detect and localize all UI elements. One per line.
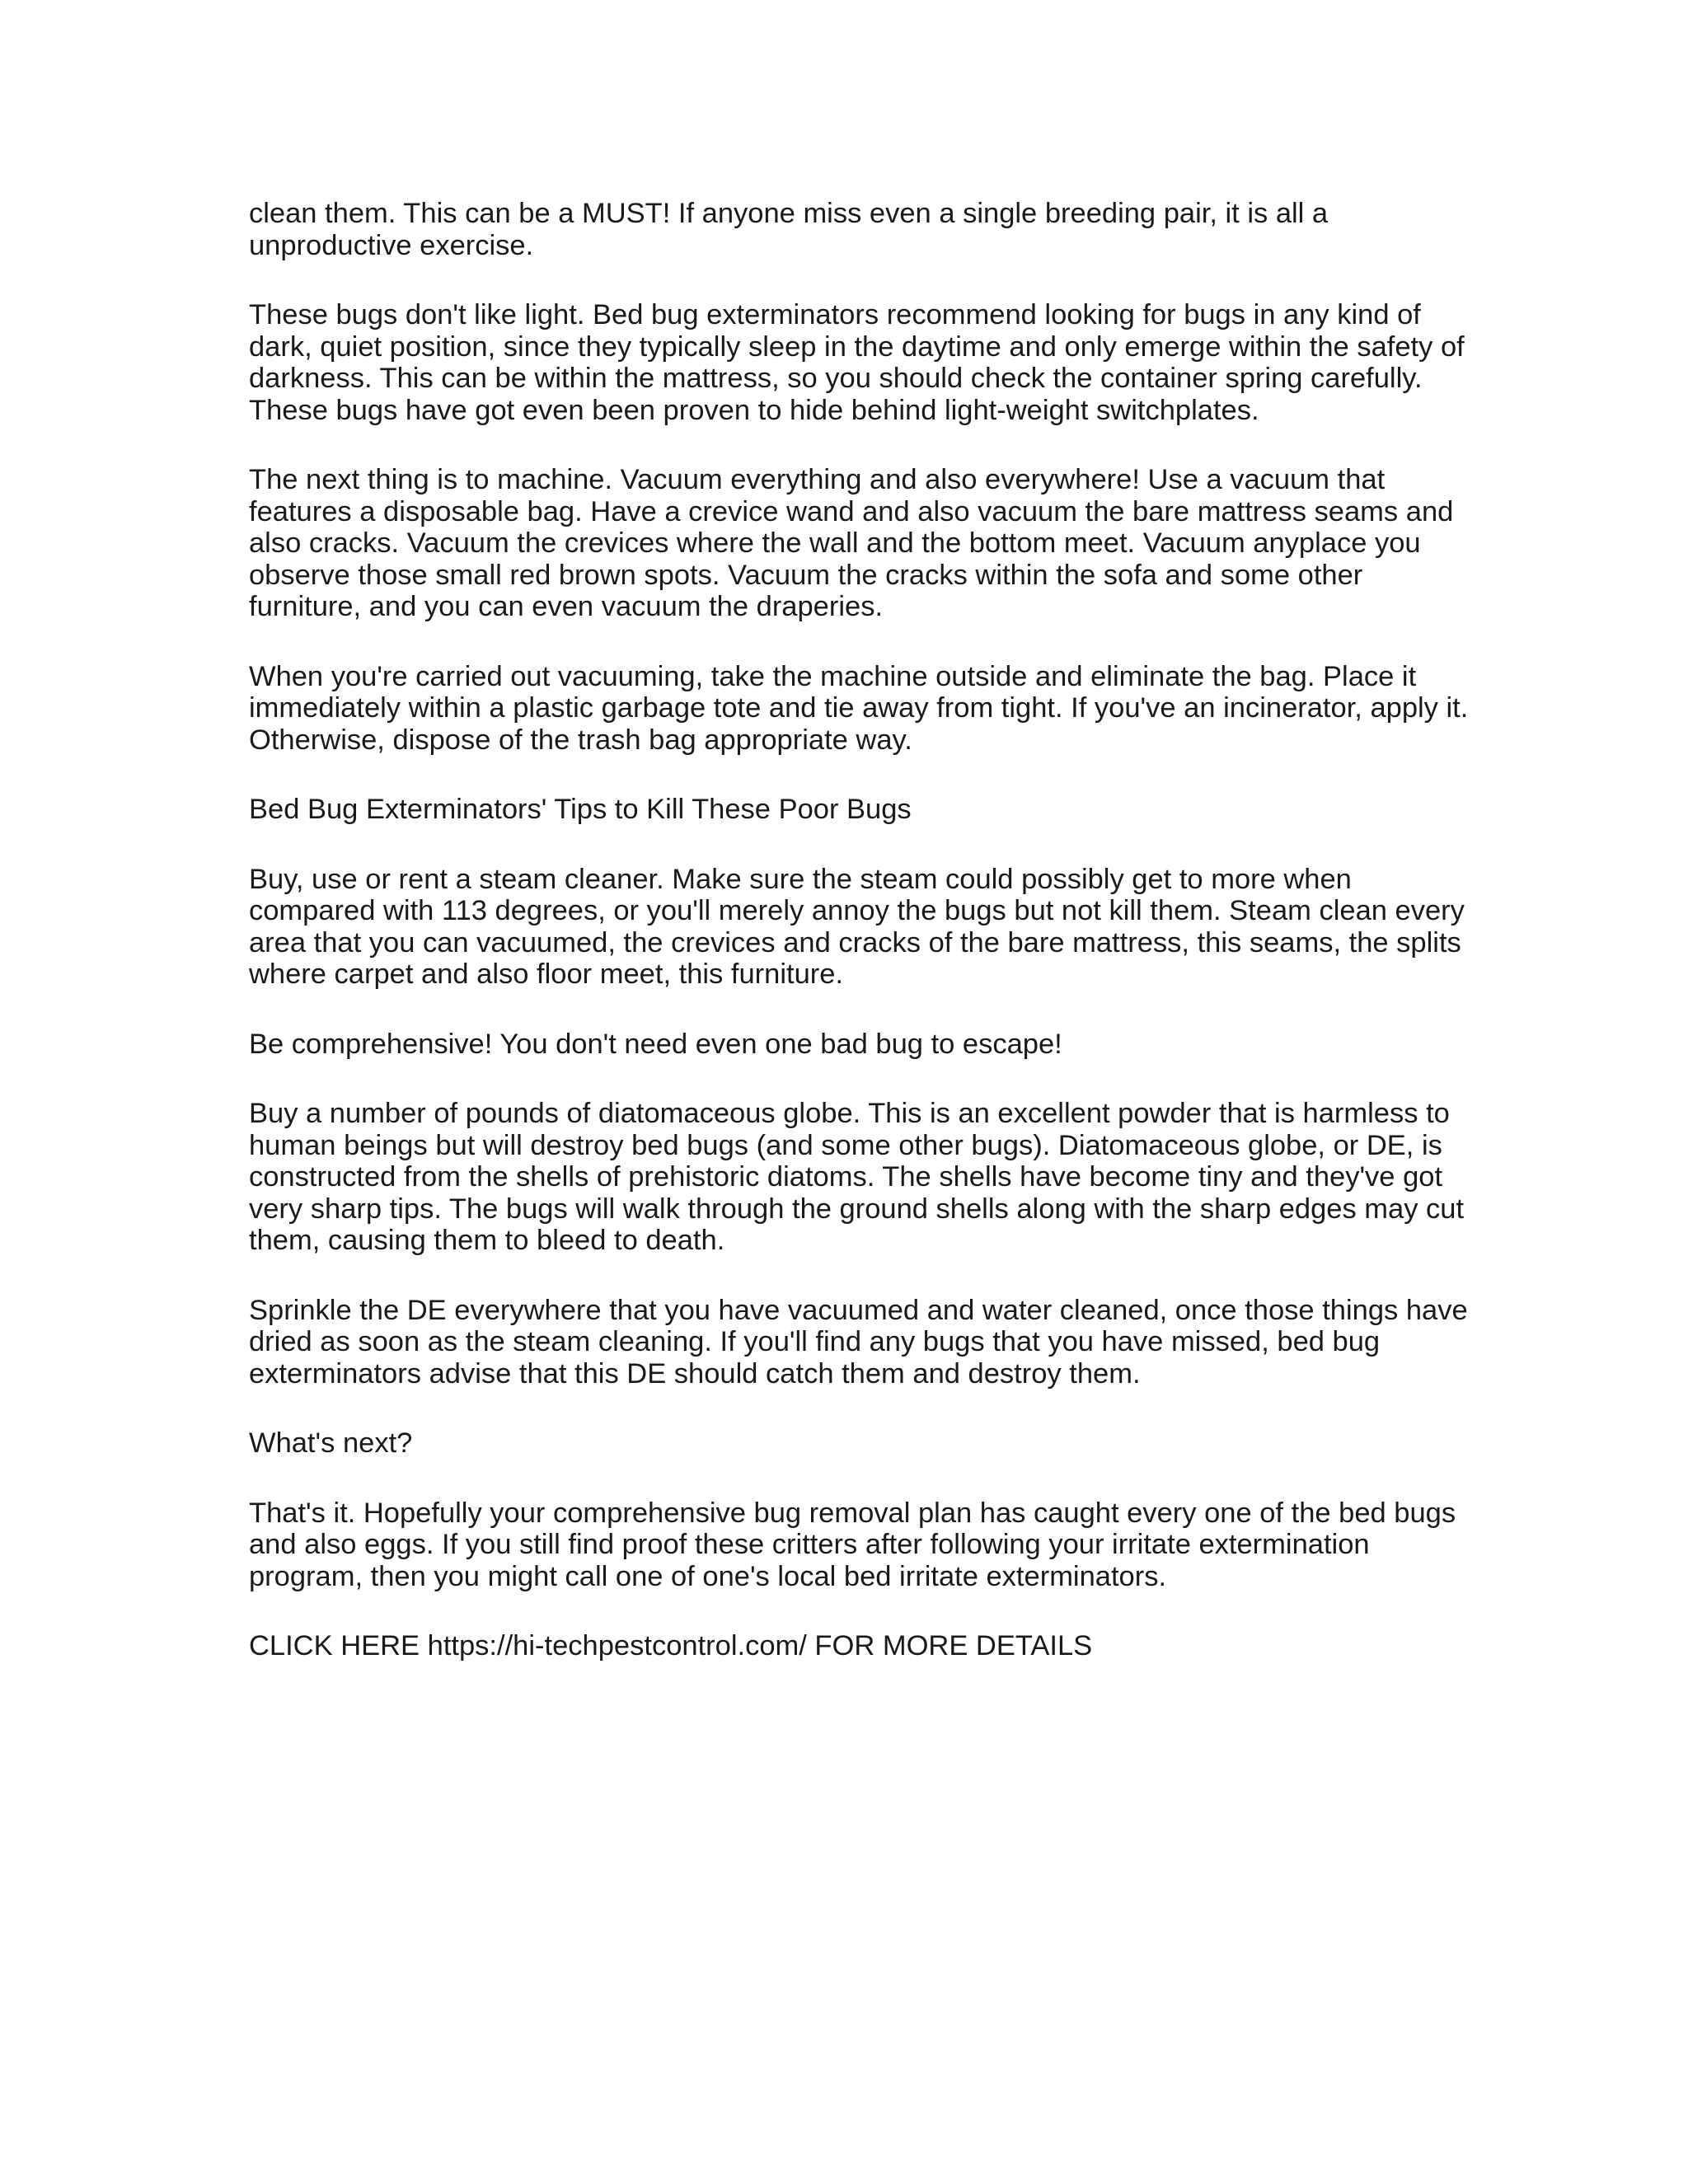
text-line: constructed from the shells of prehistoric diatoms. The shells have become tiny and they've got <box>249 1161 1443 1193</box>
text-line: also cracks. Vacuum the crevices where the wall and the bottom meet. Vacuum anyplace you <box>249 527 1421 559</box>
paragraph <box>249 1427 1452 1460</box>
text-line: What's next? <box>249 1427 413 1459</box>
document-body <box>249 198 1469 1700</box>
paragraph <box>249 198 1452 261</box>
text-line: where carpet and also floor meet, this furniture. <box>249 958 844 990</box>
text-line: Otherwise, dispose of the trash bag appropriate way. <box>249 724 912 756</box>
paragraph <box>249 1098 1465 1257</box>
paragraph <box>249 1294 1468 1390</box>
paragraph <box>249 794 1452 826</box>
text-line: area that you can vacuumed, the crevices and cracks of the bare mattress, this seams, the splits <box>249 926 1461 958</box>
text-line: immediately within a plastic garbage tote and tie away from tight. If you've an incinerator, apply it. <box>249 692 1469 724</box>
text-line: features a disposable bag. Have a crevice wand and also vacuum the bare mattress seams and <box>249 495 1454 527</box>
text-line: When you're carried out vacuuming, take the machine outside and eliminate the bag. Place it <box>249 660 1417 692</box>
text-line: Buy a number of pounds of diatomaceous globe. This is an excellent powder that is harmless to <box>249 1098 1450 1129</box>
paragraph <box>249 863 1465 991</box>
text-line: observe those small red brown spots. Vacuum the cracks within the sofa and some other <box>249 559 1363 591</box>
text-line: human beings but will destroy bed bugs (and some other bugs). Diatomaceous globe, or DE, is <box>249 1129 1442 1161</box>
text-line: darkness. This can be within the mattress, so you should check the container spring carefully. <box>249 363 1423 394</box>
text-line: very sharp tips. The bugs will walk through the ground shells along with the sharp edges may cut <box>249 1193 1465 1225</box>
paragraph <box>249 1630 1452 1662</box>
text-line: unproductive exercise. <box>249 229 534 261</box>
text-line: The next thing is to machine. Vacuum everything and also everywhere! Use a vacuum that <box>249 464 1386 495</box>
text-line: CLICK HERE https://hi-techpestcontrol.com/ FOR MORE DETAILS <box>249 1630 1093 1661</box>
text-line: exterminators advise that this DE should catch them and destroy them. <box>249 1357 1141 1390</box>
text-line: dried as soon as the steam cleaning. If you'll find any bugs that you have missed, bed bug <box>249 1326 1381 1357</box>
paragraph <box>249 299 1465 426</box>
text-line: Bed Bug Exterminators' Tips to Kill These Poor Bugs <box>249 794 912 825</box>
text-line: dark, quiet position, since they typically sleep in the daytime and only emerge within the safety of <box>249 330 1465 363</box>
text-line: Buy, use or rent a steam cleaner. Make sure the steam could possibly get to more when <box>249 863 1352 895</box>
text-line: compared with 113 degrees, or you'll merely annoy the bugs but not kill them. Steam clean every <box>249 895 1465 926</box>
text-line: them, causing them to bleed to death. <box>249 1225 725 1256</box>
paragraph <box>249 1497 1456 1593</box>
text-line: Sprinkle the DE everywhere that you have vacuumed and water cleaned, once those things have <box>249 1294 1468 1326</box>
paragraph <box>249 1029 1452 1061</box>
paragraph <box>249 660 1469 757</box>
text-line: These bugs don't like light. Bed bug exterminators recommend looking for bugs in any kind of <box>249 299 1421 330</box>
text-line: These bugs have got even been proven to hide behind light-weight switchplates. <box>249 394 1259 426</box>
text-line: Be comprehensive! You don't need even one bad bug to escape! <box>249 1028 1062 1060</box>
text-line: clean them. This can be a MUST! If anyone miss even a single breeding pair, it is all a <box>249 198 1329 229</box>
paragraph <box>249 464 1452 623</box>
text-line: That's it. Hopefully your comprehensive bug removal plan has caught every one of the bed bugs <box>249 1497 1456 1529</box>
text-line: and also eggs. If you still find proof these critters after following your irritate extermination <box>249 1529 1370 1560</box>
text-line: program, then you might call one of one's local bed irritate exterminators. <box>249 1560 1167 1592</box>
text-line: furniture, and you can even vacuum the draperies. <box>249 591 884 622</box>
